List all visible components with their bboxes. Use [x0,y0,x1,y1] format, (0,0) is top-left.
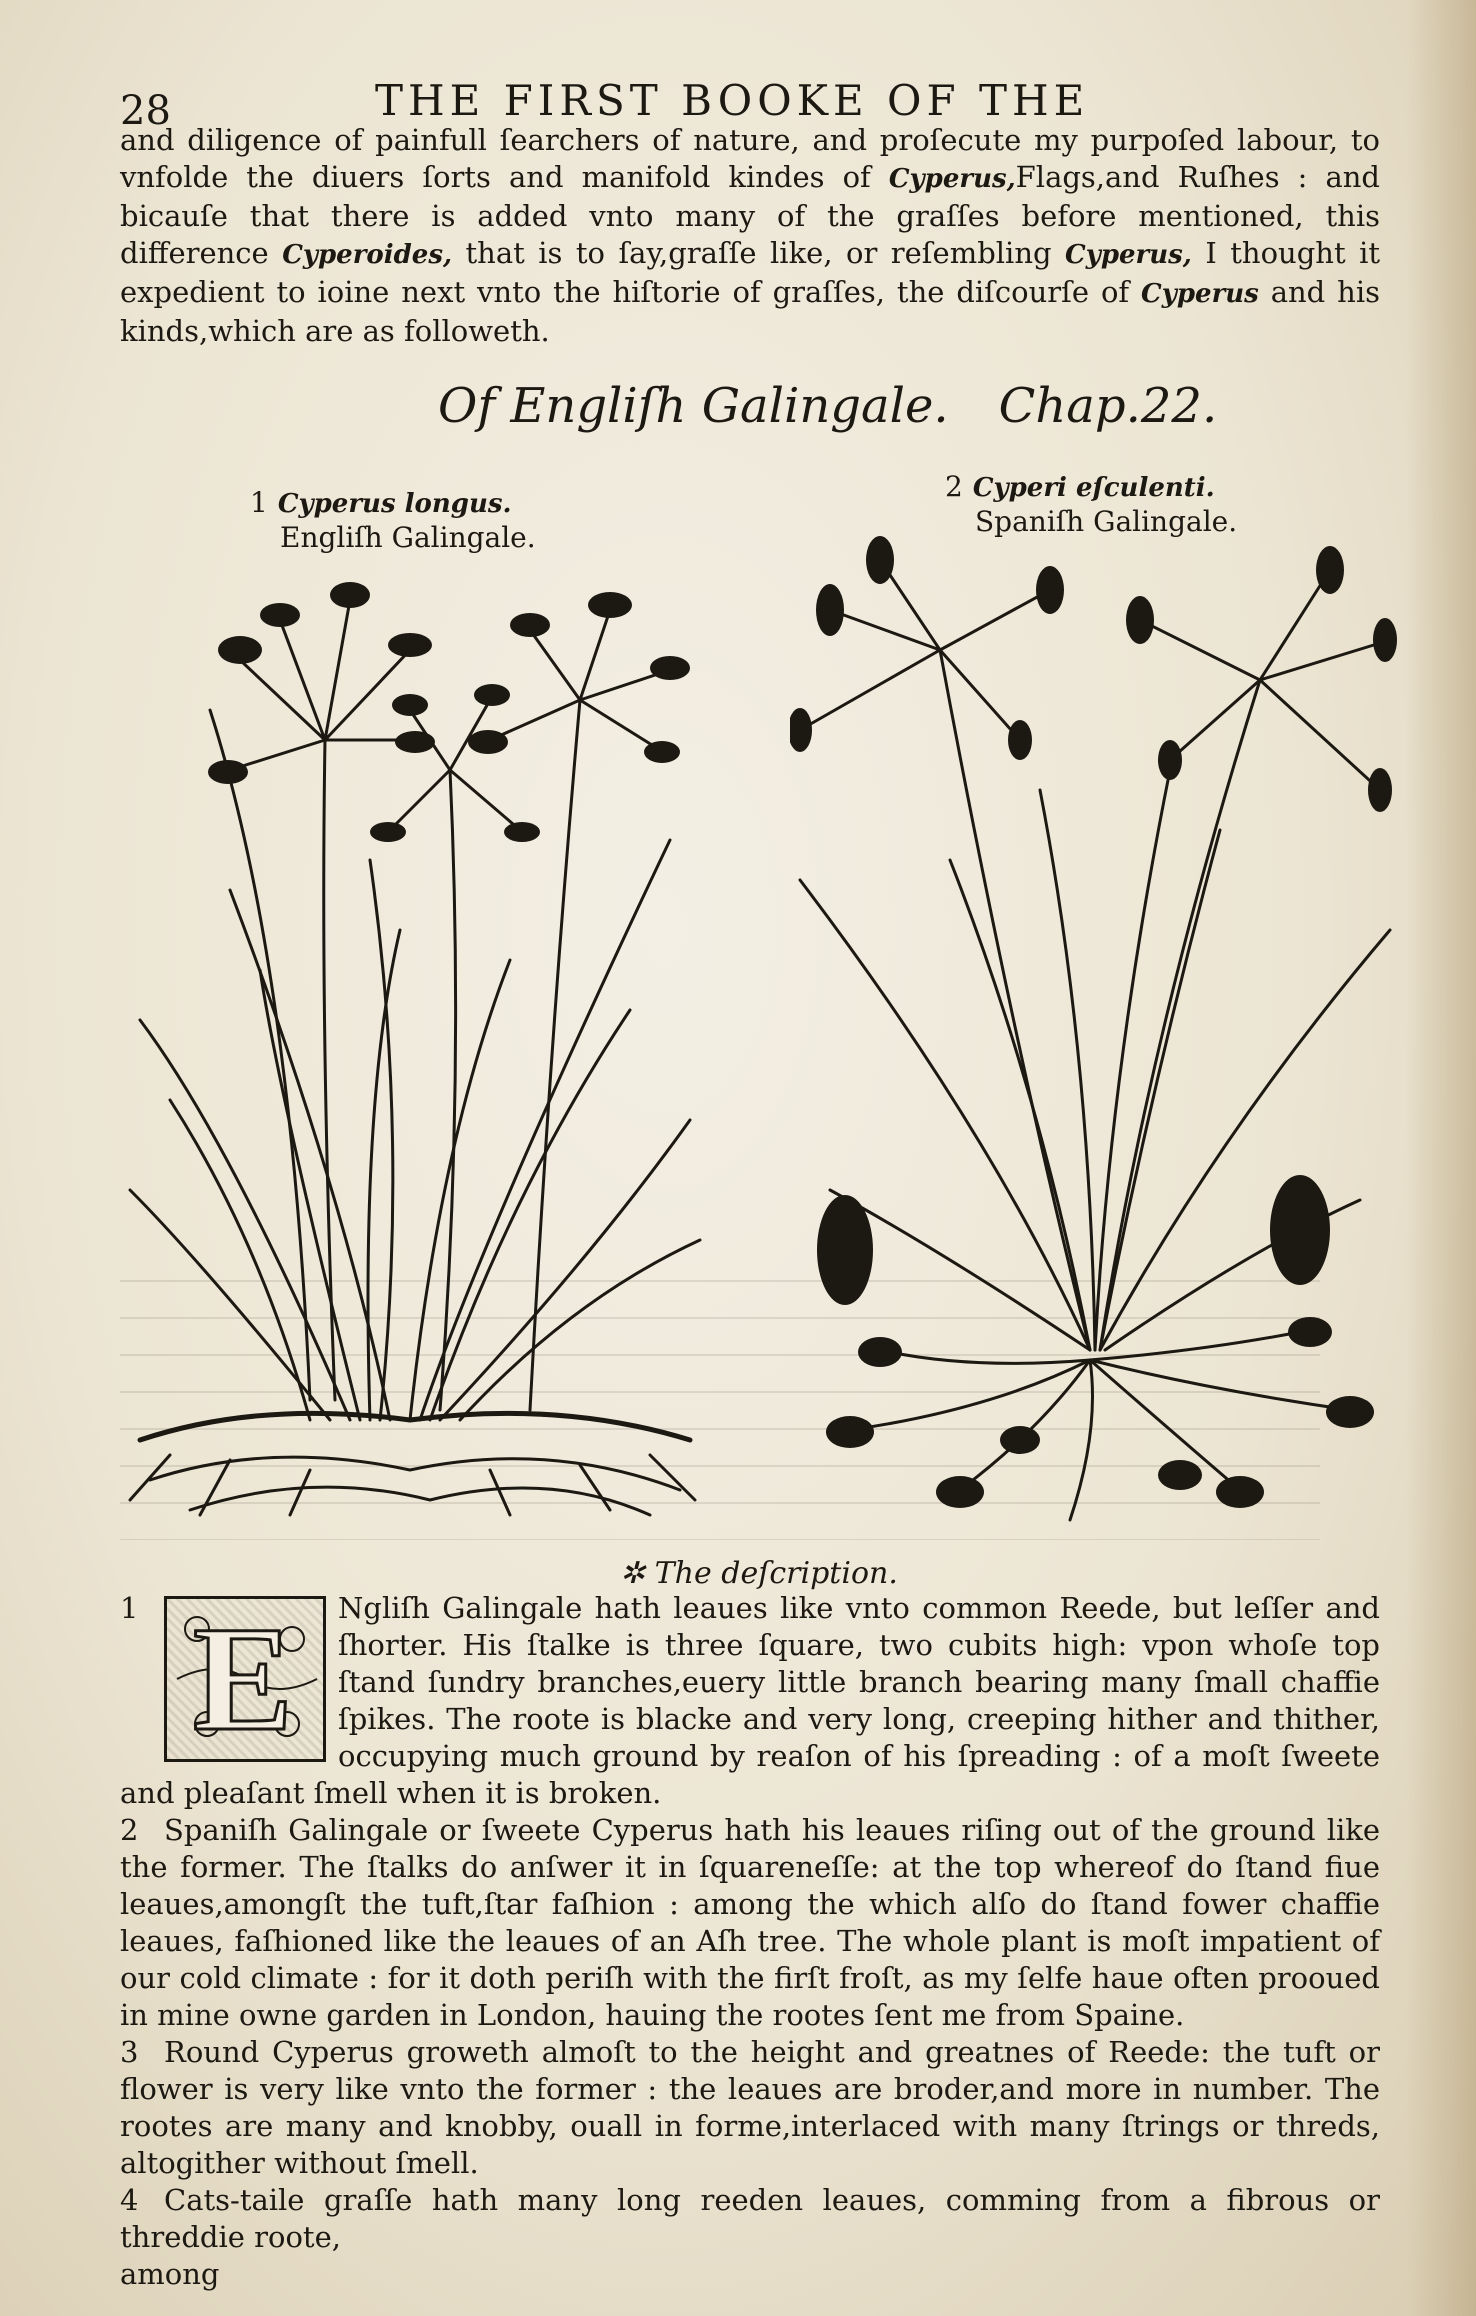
chapter-number: Chap.22. [998,378,1218,434]
page-number: 28 [120,88,171,134]
page-header [120,70,1380,134]
description-paragraph-2: 2 Spaniſh Galingale or ſweete Cyperus hath his leaues riſing out of the ground like the former. The ſtalks do anſwer it in ſquareneſſe: at the top whereof do ſtand fiue leaues,amongſt the tuft,ſtar faſhion : among the which alſo do ſtand fower chaffie leaues, faſhioned like the leaues of an Aſh tree. The whole plant is moſt impatient of our cold climate : for it doth periſh with the firſt froſt, as my ſelfe haue often prooued in mine owne garden in London, hauing the rootes ſent me from Spaine. [120,1813,1380,2032]
english-galingale-woodcut [110,540,710,1520]
catchword: among [120,2257,220,2291]
description-paragraph-4: 4 Cats-taile graſſe hath many long reeden leaues, comming from a fibrous or threddie roote, [120,2183,1380,2254]
spanish-galingale-woodcut [790,530,1400,1530]
description-heading: ✲ The deſcription. [620,1556,898,1591]
running-title: THE FIRST BOOKE OF THE [375,76,1090,125]
page-edge-shadow [1406,0,1476,2316]
figure-1-caption: 1 Cyperus longus. Engliſh Galingale. [250,486,536,554]
drop-cap-initial: E [164,1596,326,1762]
description-paragraph-1: 1 E Ngliſh Galingale hath leaues like vnto common Reede, but leſſer and ſhorter. His ſtalke is three ſquare, two cubits high: vpon whoſe top ſtand ſundry branches,euery little branch bearing many ſmall chaffie ſpikes. The roote is blacke and very long, creeping hither and thither, occupying much ground by reaſon of his ſpreading : of a moſt ſweete and pleaſant ſmell when it is broken. [120,1591,1380,1810]
chapter-title: Of Engliſh Galingale. Chap.22. [438,378,1218,434]
intro-paragraph: and diligence of painfull ſearchers of nature, and proſecute my purpoſed labour, to vnfolde the diuers ſorts and manifold kindes of Cyperus,Flags,and Ruſhes : and bicauſe that there is added vnto many of the graſſes before mentioned, this difference Cyperoides, that is to ſay,graſſe like, or reſembling Cyperus, I thought it expedient to ioine next vnto the hiſtorie of graſſes, the diſcourſe of Cyperus and his kinds,which are as followeth. [120,123,1380,348]
description-paragraph-3: 3 Round Cyperus groweth almoſt to the height and greatnes of Reede: the tuft or flower is very like vnto the former : the leaues are broder,and more in number. The rootes are many and knobby, ouall in forme,interlaced with many ſtrings or threds, altogither without ſmell. [120,2035,1380,2180]
figure-2-caption: 2 Cyperi eſculenti. Spaniſh Galingale. [945,470,1238,538]
description-body [120,1590,1380,2293]
